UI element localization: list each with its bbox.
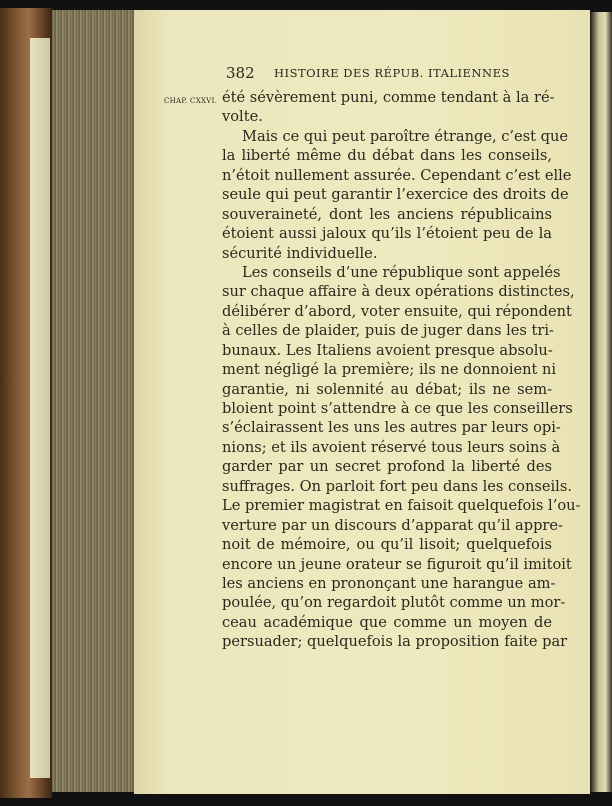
right-page-edge xyxy=(590,12,612,792)
margin-note: CHAP. CXXVI. xyxy=(164,97,218,105)
text-line: sécurité individuelle. xyxy=(222,244,378,262)
text-line: ceau académique que comme un moyen de xyxy=(222,613,552,631)
text-line: bloient point s’attendre à ce que les conseillers xyxy=(222,400,573,417)
text-line: Mais ce qui peut paroître étrange, c’est que xyxy=(242,127,569,145)
text-line: Le premier magistrat en faisoit quelquefois l’ou- xyxy=(222,497,581,515)
text-line: bunaux. Les Italiens avoient presque absolu- xyxy=(222,341,553,359)
running-title: HISTOIRE DES RÉPUB. ITALIENNES xyxy=(274,66,510,80)
text-line: nions; et ils avoient réservé tous leurs soins à xyxy=(222,438,561,456)
text-line: volte. xyxy=(222,108,263,126)
text-line: Les conseils d’une république sont appelés xyxy=(242,263,561,281)
text-line: verture par un discours d’apparat qu’il appre- xyxy=(222,516,563,534)
text-line: les anciens en prononçant une harangue am- xyxy=(222,574,556,592)
text-line: à celles de plaider, puis de juger dans les tri- xyxy=(222,322,554,340)
text-line: étoient aussi jaloux qu’ils l’étoient peu de la xyxy=(222,225,552,243)
text-line: garder par un secret profond la liberté des xyxy=(222,458,552,476)
text-line: souveraineté, dont les anciens républicains xyxy=(222,205,552,223)
text-line: seule qui peut garantir l’exercice des droits de xyxy=(222,186,569,204)
text-line: poulée, qu’on regardoit plutôt comme un mor- xyxy=(222,594,566,612)
body-text xyxy=(222,88,581,652)
facing-page-edge xyxy=(30,38,50,778)
text-line: délibérer d’abord, voter ensuite, qui répondent xyxy=(222,302,572,320)
page-edges xyxy=(52,10,134,792)
text-line: la liberté même du débat dans les conseils, xyxy=(222,147,552,165)
text-line: s’éclairassent les uns les autres par leurs opi- xyxy=(222,419,561,437)
book-binding xyxy=(0,8,52,798)
text-line: persuader; quelquefois la proposition faite par xyxy=(222,633,568,651)
text-line: encore un jeune orateur se figuroit qu’il imitoit xyxy=(222,555,572,573)
page-number: 382 xyxy=(226,64,255,82)
text-line: été sévèrement puni, comme tendant à la ré- xyxy=(222,89,555,106)
text-line: sur chaque affaire à deux opérations distinctes, xyxy=(222,283,575,301)
text-line: n’étoit nullement assurée. Cependant c’est elle xyxy=(222,166,572,184)
text-line: noit de mémoire, ou qu’il lisoit; quelquefois xyxy=(222,536,552,554)
text-line: garantie, ni solennité au débat; ils ne sem- xyxy=(222,380,552,398)
text-line: ment négligé la première; ils ne donnoient ni xyxy=(222,361,557,379)
text-line: suffrages. On parloit fort peu dans les conseils. xyxy=(222,477,572,495)
